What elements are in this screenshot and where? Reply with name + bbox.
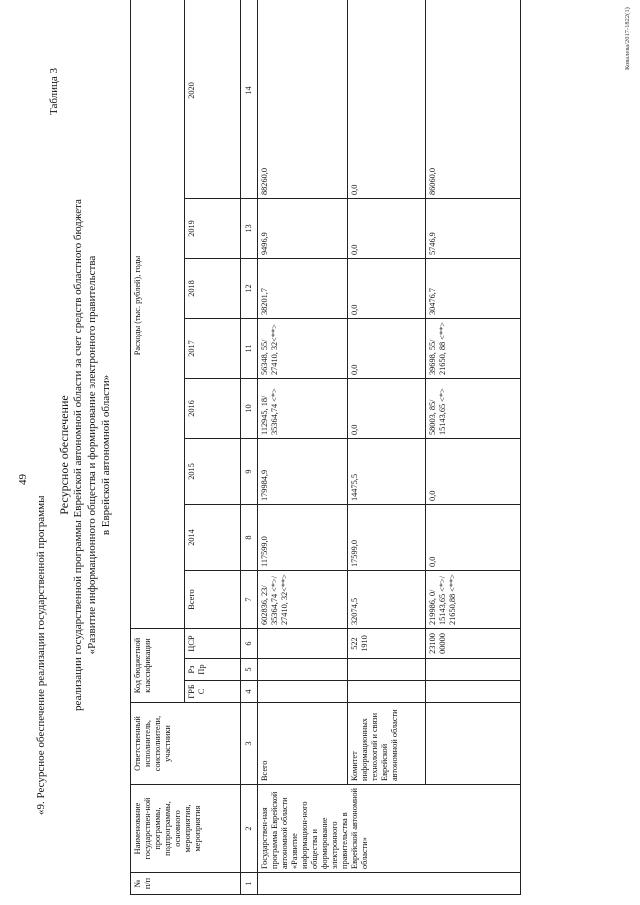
resource-table xyxy=(130,0,521,895)
footer-note: Ковалева/2017-1822(1) xyxy=(624,7,631,70)
column-number: 11 xyxy=(241,319,258,379)
heading-line-2: реализации государственной программы Еврейской автономной области за счет средств областного бюджета xyxy=(72,199,84,711)
year-2020-cell: 0,0 xyxy=(348,0,426,199)
header-rzpr: Рз Пр xyxy=(185,659,241,681)
total-cell: 32074,5 xyxy=(348,571,426,629)
executor-cell: Всего xyxy=(258,703,348,785)
year-2017-cell: 0,0 xyxy=(348,319,426,379)
rzpr-cell xyxy=(426,659,521,681)
header-total: Всего xyxy=(185,571,241,629)
heading-line-1: Ресурсное обеспечение xyxy=(57,395,71,515)
year-2016-cell: 58003, 85/ 15143,65 <*> xyxy=(426,379,521,439)
header-csr: ЦСР xyxy=(185,629,241,659)
column-number-row xyxy=(241,0,258,895)
column-number: 4 xyxy=(241,681,258,703)
row-number-cell xyxy=(258,873,521,895)
heading-line-3: «Развитие информационного общества и формирование электронного правительства xyxy=(86,255,98,655)
column-number: 12 xyxy=(241,259,258,319)
csr-cell xyxy=(258,629,348,659)
section-intro: «9. Ресурсное обеспечение реализации государственной программы xyxy=(35,495,47,815)
table-label: Таблица 3 xyxy=(48,67,60,115)
column-number: 1 xyxy=(241,873,258,895)
table-row xyxy=(426,0,521,895)
header-year-2016: 2016 xyxy=(185,379,241,439)
year-2020-cell: 88260,0 xyxy=(258,0,348,199)
year-2014-cell: 117599,0 xyxy=(258,505,348,571)
year-2018-cell: 0,0 xyxy=(348,259,426,319)
table-row xyxy=(258,0,348,895)
header-year-2018: 2018 xyxy=(185,259,241,319)
column-number: 14 xyxy=(241,0,258,199)
header-year-2020: 2020 xyxy=(185,0,241,199)
header-year-2015: 2015 xyxy=(185,439,241,505)
rzpr-cell xyxy=(258,659,348,681)
resource-table-wrapper xyxy=(130,23,521,895)
total-cell: 219986, 0/ 15143,65 <*>/ 21650,88 <**> xyxy=(426,571,521,629)
header-executor: Ответственный исполнитель, соисполнители, участники xyxy=(131,703,241,785)
grbs-cell xyxy=(258,681,348,703)
executor-cell: Комитет информационных технологий и связи Еврейской автономной области xyxy=(348,703,426,785)
year-2015-cell: 14475,5 xyxy=(348,439,426,505)
year-2015-cell: 0,0 xyxy=(426,439,521,505)
column-number: 10 xyxy=(241,379,258,439)
column-number: 6 xyxy=(241,629,258,659)
column-number: 9 xyxy=(241,439,258,505)
header-expenses: Расходы (тыс. рублей), годы xyxy=(131,0,185,629)
program-name-cell: Государствен-ная программа Еврейской автономной области «Развитие информацион-ного общества и формирование электронного правительства в Еврейской автономной области» xyxy=(258,785,521,873)
grbs-cell xyxy=(426,681,521,703)
rzpr-cell xyxy=(348,659,426,681)
year-2019-cell: 9496,9 xyxy=(258,199,348,259)
year-2014-cell: 0,0 xyxy=(426,505,521,571)
csr-cell: 522 1910 xyxy=(348,629,426,659)
year-2019-cell: 5746,9 xyxy=(426,199,521,259)
header-year-2017: 2017 xyxy=(185,319,241,379)
column-number: 3 xyxy=(241,703,258,785)
column-number: 8 xyxy=(241,505,258,571)
year-2018-cell: 38201,7 xyxy=(258,259,348,319)
csr-cell: 23100 00000 xyxy=(426,629,521,659)
year-2014-cell: 17599,0 xyxy=(348,505,426,571)
year-2020-cell: 86060,0 xyxy=(426,0,521,199)
header-budget-code: Код бюджетной классификации xyxy=(131,629,185,703)
year-2017-cell: 39698, 55/ 21650, 88 <**> xyxy=(426,319,521,379)
year-2018-cell: 30476,7 xyxy=(426,259,521,319)
total-cell: 602836, 23/ 35364,74 <*>/ 27410, 32<**> xyxy=(258,571,348,629)
page-number: 49 xyxy=(17,474,29,485)
heading-line-4: в Еврейской автономной области» xyxy=(100,374,112,536)
header-name: Наименование государствен-ной программы, подпрограммы, основного мероприятия, мероприятия xyxy=(131,785,241,873)
executor-cell xyxy=(426,703,521,785)
year-2016-cell: 0,0 xyxy=(348,379,426,439)
year-2015-cell: 179984,9 xyxy=(258,439,348,505)
column-number: 7 xyxy=(241,571,258,629)
column-number: 2 xyxy=(241,785,258,873)
header-year-2019: 2019 xyxy=(185,199,241,259)
header-grbs: ГРБ С xyxy=(185,681,241,703)
year-2019-cell: 0,0 xyxy=(348,199,426,259)
table-row xyxy=(348,0,426,895)
year-2017-cell: 56348, 55/ 27410, 32<**> xyxy=(258,319,348,379)
column-number: 5 xyxy=(241,659,258,681)
year-2016-cell: 112945, 18/ 35364,74 <*> xyxy=(258,379,348,439)
column-number: 13 xyxy=(241,199,258,259)
header-num: № п/п xyxy=(131,873,241,895)
header-year-2014: 2014 xyxy=(185,505,241,571)
grbs-cell xyxy=(348,681,426,703)
